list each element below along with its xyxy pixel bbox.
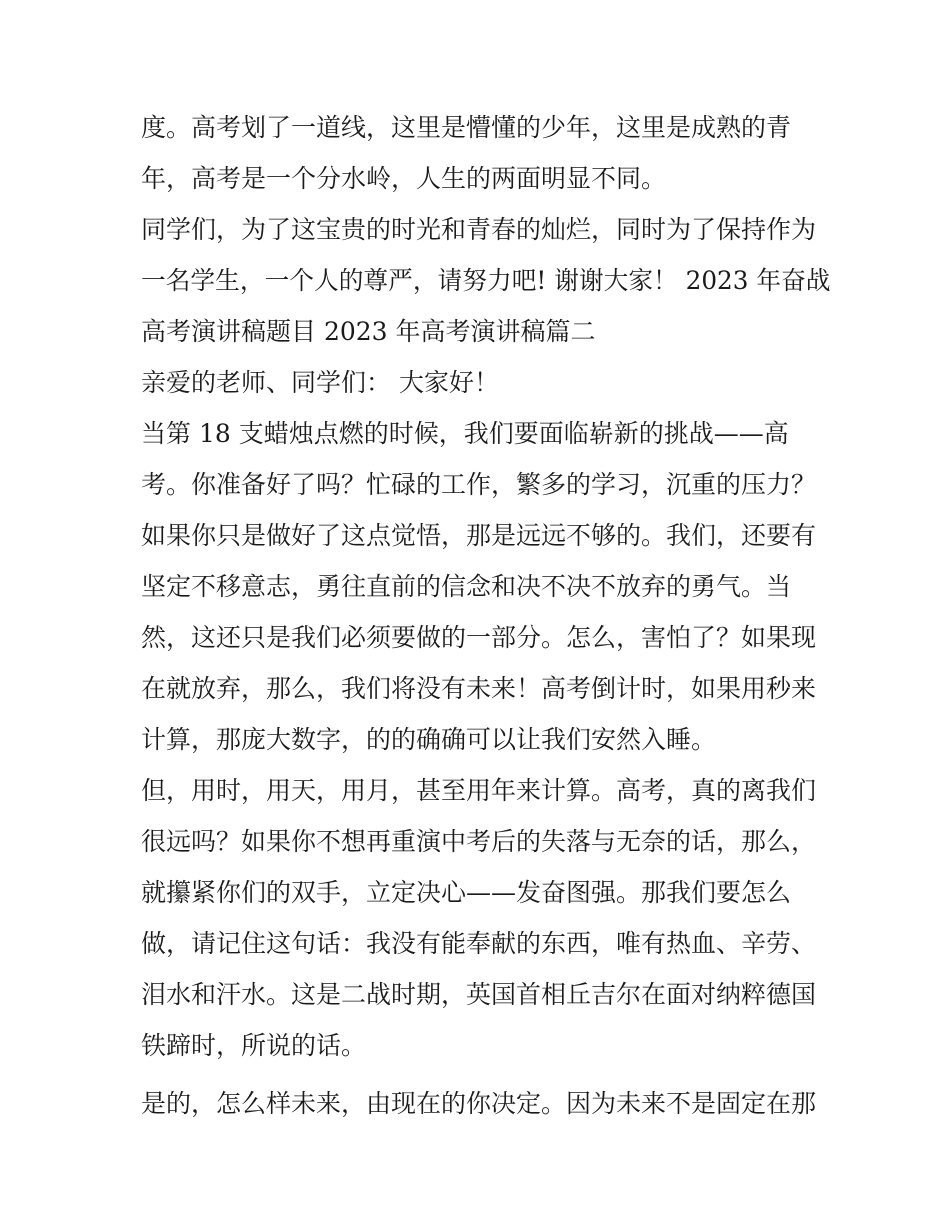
text-line: 考。你准备好了吗？忙碌的工作，繁多的学习，沉重的压力？ — [141, 470, 817, 499]
text-line: 然，这还只是我们必须要做的一部分。怎么，害怕了？如果现 — [141, 623, 817, 652]
text-line: 计算，那庞大数字，的的确确可以让我们安然入睡。 — [141, 725, 717, 754]
text-line: 但，用时，用天，用月，甚至用年来计算。高考，真的离我们 — [141, 776, 817, 805]
text-line: 是的，怎么样未来，由现在的你决定。因为未来不是固定在那 — [141, 1089, 817, 1118]
text-line: 很远吗？如果你不想再重演中考后的失落与无奈的话，那么， — [141, 827, 817, 856]
text-line: 就攥紧你们的双手，立定决心——发奋图强。那我们要怎么 — [141, 878, 792, 907]
text-line: 铁蹄时，所说的话。 — [141, 1031, 367, 1060]
text-line: 如果你只是做好了这点觉悟，那是远远不够的。我们，还要有 — [141, 521, 817, 550]
text-line: 年，高考是一个分水岭，人生的两面明显不同。 — [141, 164, 667, 193]
text-line: 一名学生，一个人的尊严，请努力吧! 谢谢大家！ 2023 年奋战 — [141, 266, 831, 295]
text-line: 泪水和汗水。这是二战时期，英国首相丘吉尔在面对纳粹德国 — [141, 980, 817, 1009]
text-line: 度。高考划了一道线，这里是懵懂的少年，这里是成熟的青 — [141, 113, 792, 142]
text-line: 在就放弃，那么，我们将没有未来！高考倒计时，如果用秒来 — [141, 674, 817, 703]
text-line: 当第 18 支蜡烛点燃的时候，我们要面临崭新的挑战——高 — [141, 419, 789, 448]
text-line: 亲爱的老师、同学们： 大家好！ — [141, 368, 499, 397]
text-line: 同学们，为了这宝贵的时光和青春的灿烂，同时为了保持作为 — [141, 215, 817, 244]
text-line: 高考演讲稿题目 2023 年高考演讲稿篇二 — [141, 317, 596, 346]
text-line: 坚定不移意志，勇往直前的信念和决不决不放弃的勇气。当 — [141, 572, 792, 601]
text-line: 做，请记住这句话：我没有能奉献的东西，唯有热血、辛劳、 — [141, 929, 817, 958]
